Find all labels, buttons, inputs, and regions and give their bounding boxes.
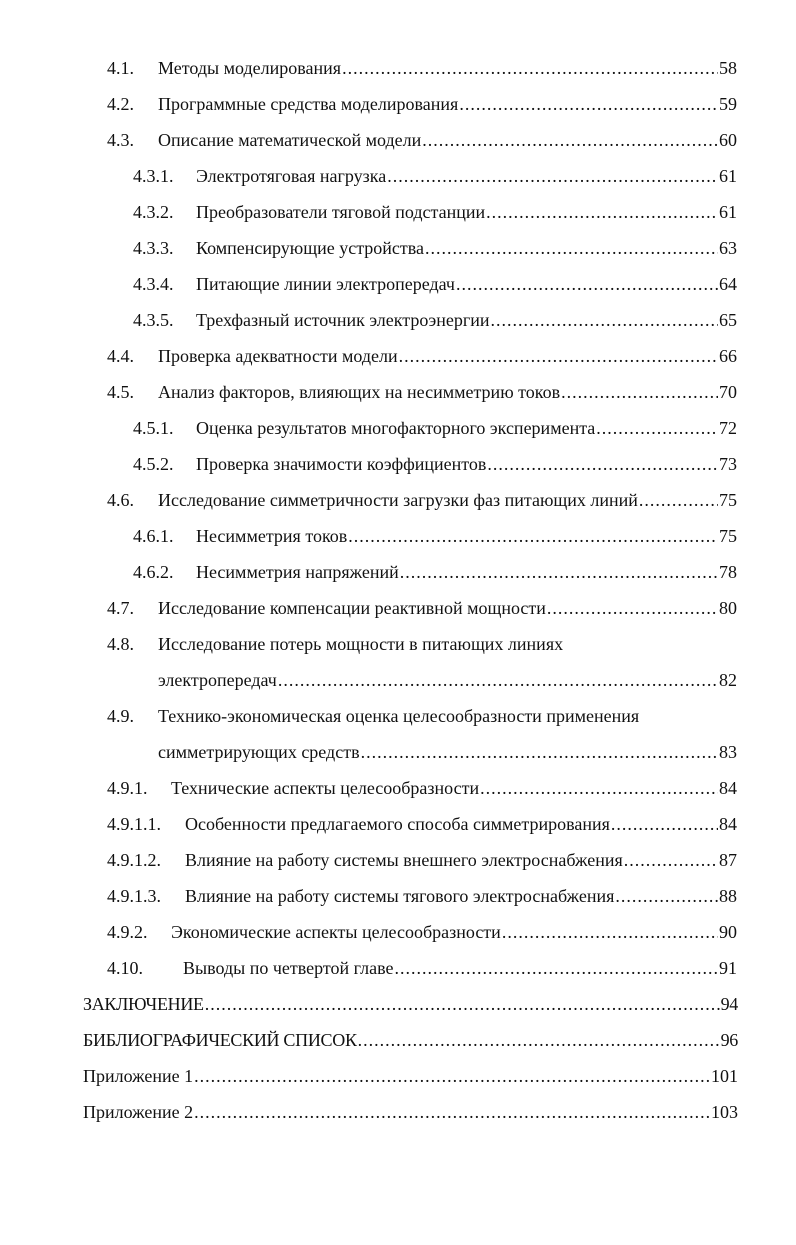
toc-number: 4.5.2. [133, 454, 174, 474]
toc-entry-4-10[interactable] [0, 950, 737, 986]
toc-entry-4-9[interactable] [0, 698, 737, 734]
toc-title: Экономические аспекты целесообразности [171, 922, 501, 942]
toc-title: Влияние на работу системы тягового электроснабжения [185, 886, 615, 906]
toc-page-number: 61 [719, 202, 737, 222]
toc-entry-4-9-2[interactable] [0, 914, 737, 950]
toc-page-number: 88 [719, 886, 737, 906]
toc-entry-4-6-1[interactable] [0, 518, 737, 554]
toc-title: Программные средства моделирования [158, 94, 459, 114]
toc-entry-4-5-1[interactable] [0, 410, 737, 446]
toc-leader-dots [348, 518, 718, 554]
toc-entry-4-6[interactable] [0, 482, 737, 518]
toc-entry-4-3-3[interactable] [0, 230, 737, 266]
table-of-contents [0, 50, 796, 1130]
toc-entry-appendix-1[interactable] [0, 1058, 738, 1094]
toc-entry-4-3-5[interactable] [0, 302, 737, 338]
toc-title: Технические аспекты целесообразности [171, 778, 480, 798]
toc-number: 4.9.1.2. [107, 850, 161, 870]
toc-entry-4-5-2[interactable] [0, 446, 737, 482]
toc-title: Описание математической модели [158, 130, 422, 150]
toc-title: Питающие линии электропередач [196, 274, 455, 294]
toc-page-number: 103 [711, 1102, 738, 1122]
toc-title: Несимметрия напряжений [196, 562, 399, 582]
toc-number: 4.3.3. [133, 238, 174, 258]
toc-entry-4-1[interactable] [0, 50, 737, 86]
toc-entry-4-6-2[interactable] [0, 554, 737, 590]
toc-leader-dots [547, 590, 718, 626]
toc-page-number: 70 [719, 382, 737, 402]
toc-page-number: 91 [719, 958, 737, 978]
toc-leader-dots [361, 734, 718, 770]
toc-number: 4.4. [107, 346, 134, 366]
toc-entry-4-3-1[interactable] [0, 158, 737, 194]
toc-leader-dots [358, 1022, 720, 1058]
toc-page-number: 61 [719, 166, 737, 186]
toc-title: Трехфазный источник электроэнергии [196, 310, 490, 330]
toc-number: 4.2. [107, 94, 134, 114]
toc-page-number: 101 [711, 1066, 738, 1086]
toc-title: ЗАКЛЮЧЕНИЕ [83, 994, 204, 1014]
toc-page-number: 75 [719, 526, 737, 546]
toc-page-number: 84 [719, 814, 737, 834]
toc-number: 4.3.2. [133, 202, 174, 222]
toc-title-continuation: электропередач [158, 670, 277, 690]
toc-page-number: 87 [719, 850, 737, 870]
toc-title: Исследование компенсации реактивной мощности [158, 598, 546, 618]
toc-page-number: 58 [719, 58, 737, 78]
toc-number: 4.7. [107, 598, 134, 618]
toc-number: 4.10. [107, 958, 143, 978]
toc-entry-4-9-1[interactable] [0, 770, 737, 806]
toc-leader-dots [387, 158, 718, 194]
toc-entry-4-7[interactable] [0, 590, 737, 626]
toc-leader-dots [615, 878, 718, 914]
toc-leader-dots [456, 266, 718, 302]
toc-title: БИБЛИОГРАФИЧЕСКИЙ СПИСОК [83, 1030, 357, 1050]
toc-number: 4.3.4. [133, 274, 174, 294]
toc-number: 4.9.1.1. [107, 814, 161, 834]
toc-page-number: 64 [719, 274, 737, 294]
toc-title: Методы моделирования [158, 58, 342, 78]
toc-page-number: 65 [719, 310, 737, 330]
toc-leader-dots [400, 554, 718, 590]
toc-leader-dots [596, 410, 718, 446]
toc-leader-dots [486, 194, 718, 230]
toc-entry-4-2[interactable] [0, 86, 737, 122]
toc-number: 4.5. [107, 382, 134, 402]
toc-title: Электротяговая нагрузка [196, 166, 387, 186]
toc-leader-dots [502, 914, 718, 950]
toc-title: Оценка результатов многофакторного эксперимента [196, 418, 596, 438]
toc-leader-dots [342, 50, 718, 86]
toc-title: Особенности предлагаемого способа симметрирования [185, 814, 610, 834]
toc-leader-dots [459, 86, 718, 122]
toc-entry-appendix-2[interactable] [0, 1094, 738, 1130]
toc-title: Анализ факторов, влияющих на несимметрию токов [158, 382, 561, 402]
toc-page-number: 63 [719, 238, 737, 258]
toc-page-number: 59 [719, 94, 737, 114]
toc-entry-4-9-1-3[interactable] [0, 878, 737, 914]
toc-leader-dots [194, 1094, 710, 1130]
toc-entry-4-3-2[interactable] [0, 194, 737, 230]
toc-title: Приложение 1 [83, 1066, 194, 1086]
toc-number: 4.6.2. [133, 562, 174, 582]
toc-entry-4-8[interactable] [0, 626, 737, 662]
toc-number: 4.3.1. [133, 166, 174, 186]
toc-leader-dots [425, 230, 718, 266]
toc-entry-4-5[interactable] [0, 374, 737, 410]
toc-leader-dots [611, 806, 718, 842]
toc-title: Несимметрия токов [196, 526, 348, 546]
toc-page-number: 80 [719, 598, 737, 618]
toc-leader-dots [487, 446, 718, 482]
toc-number: 4.6. [107, 490, 134, 510]
toc-title: Приложение 2 [83, 1102, 194, 1122]
toc-number: 4.1. [107, 58, 134, 78]
toc-page-number: 90 [719, 922, 737, 942]
toc-leader-dots [205, 986, 720, 1022]
toc-number: 4.3. [107, 130, 134, 150]
toc-page-number: 75 [719, 490, 737, 510]
toc-leader-dots [491, 302, 718, 338]
toc-entry-4-8-continuation[interactable] [0, 662, 737, 698]
toc-number: 4.8. [107, 634, 134, 654]
toc-page-number: 73 [719, 454, 737, 474]
toc-leader-dots [399, 338, 718, 374]
toc-leader-dots [480, 770, 718, 806]
toc-page-number: 94 [720, 994, 738, 1014]
toc-number: 4.3.5. [133, 310, 174, 330]
toc-number: 4.9.1.3. [107, 886, 161, 906]
toc-number: 4.5.1. [133, 418, 174, 438]
toc-entry-bibliography[interactable] [0, 1022, 738, 1058]
toc-page-number: 83 [719, 742, 737, 762]
toc-title: Проверка значимости коэффициентов [196, 454, 487, 474]
toc-entry-4-9-continuation[interactable] [0, 734, 737, 770]
toc-leader-dots [278, 662, 718, 698]
toc-leader-dots [422, 122, 718, 158]
toc-title: Преобразователи тяговой подстанции [196, 202, 486, 222]
toc-number: 4.9.1. [107, 778, 148, 798]
toc-title: Исследование потерь мощности в питающих линиях [158, 634, 564, 654]
toc-number: 4.6.1. [133, 526, 174, 546]
toc-number: 4.9.2. [107, 922, 148, 942]
toc-leader-dots [561, 374, 718, 410]
toc-title: Компенсирующие устройства [196, 238, 425, 258]
toc-title: Исследование симметричности загрузки фаз питающих линий [158, 490, 638, 510]
toc-leader-dots [394, 950, 718, 986]
toc-page-number: 60 [719, 130, 737, 150]
toc-leader-dots [624, 842, 718, 878]
toc-entry-4-9-1-1[interactable] [0, 806, 737, 842]
toc-number: 4.9. [107, 706, 134, 726]
toc-leader-dots [639, 482, 718, 518]
toc-title-continuation: симметрирующих средств [158, 742, 360, 762]
toc-page-number: 78 [719, 562, 737, 582]
toc-page-number: 82 [719, 670, 737, 690]
toc-page-number: 66 [719, 346, 737, 366]
toc-entry-conclusion[interactable] [0, 986, 738, 1022]
toc-title: Выводы по четвертой главе [183, 958, 394, 978]
toc-title: Проверка адекватности модели [158, 346, 398, 366]
toc-leader-dots [194, 1058, 710, 1094]
toc-page-number: 84 [719, 778, 737, 798]
toc-title: Влияние на работу системы внешнего электроснабжения [185, 850, 623, 870]
toc-entry-4-9-1-2[interactable] [0, 842, 737, 878]
toc-page-number: 72 [719, 418, 737, 438]
toc-page-number: 96 [720, 1030, 738, 1050]
toc-title: Технико-экономическая оценка целесообразности применения [158, 706, 640, 726]
toc-entry-4-4[interactable] [0, 338, 737, 374]
toc-entry-4-3-4[interactable] [0, 266, 737, 302]
toc-entry-4-3[interactable] [0, 122, 737, 158]
